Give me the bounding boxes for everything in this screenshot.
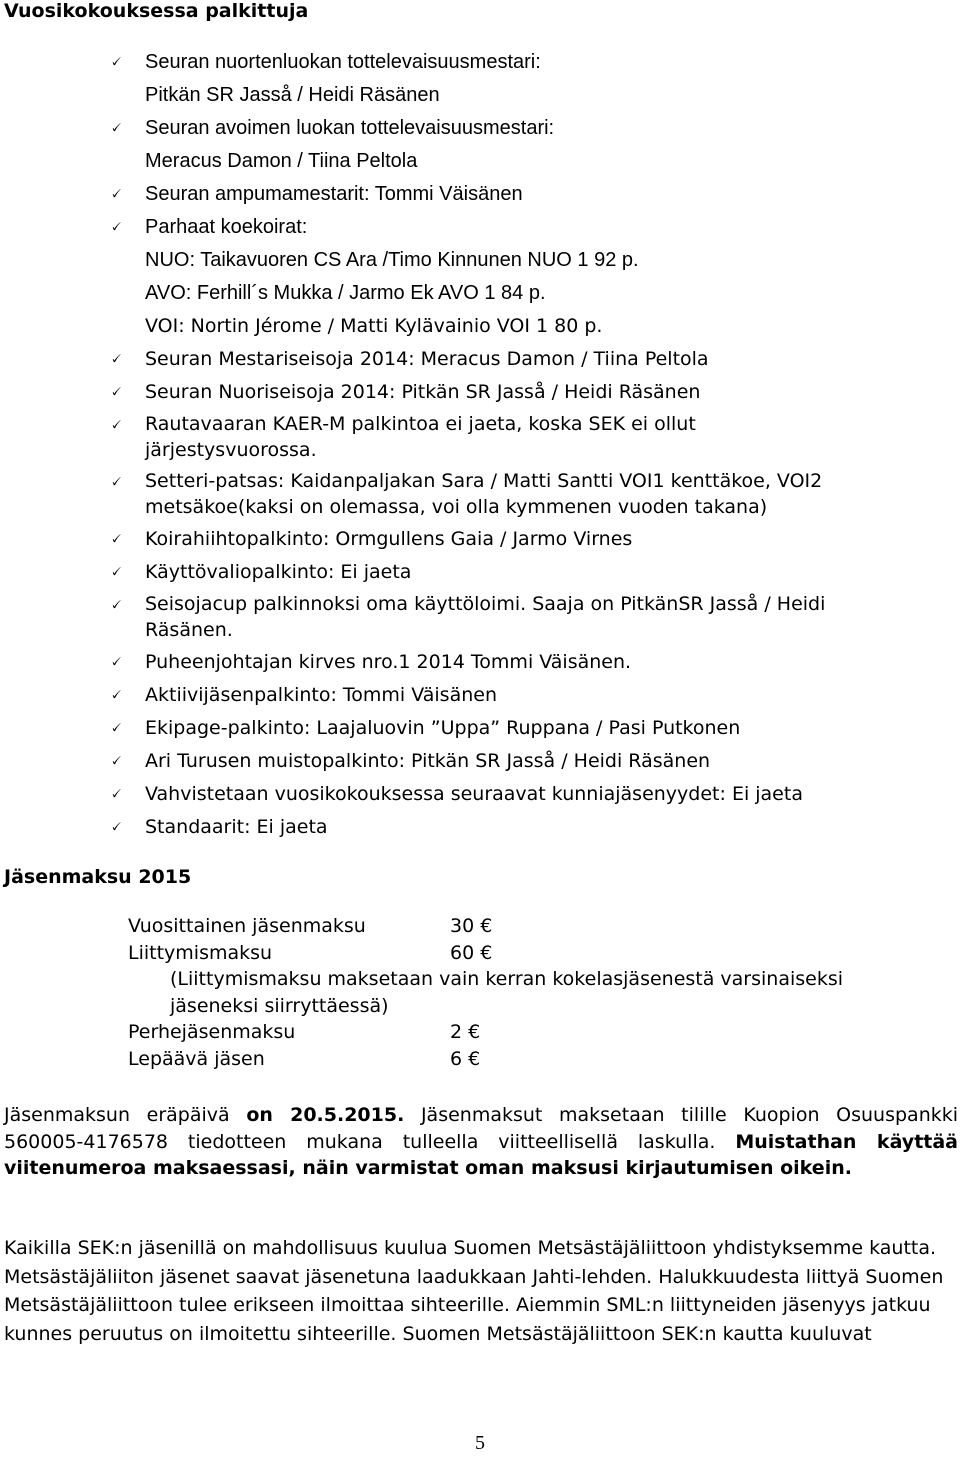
- list-item-text: Vahvistetaan vuosikokouksessa seuraavat kunniajäsenyydet: Ei jaeta: [145, 783, 803, 805]
- list-item-text: VOI: Nortin Jérome / Matti Kylävainio VOI 1 80 p.: [145, 315, 603, 337]
- list-item: [110, 811, 960, 844]
- reference-reminder: Muistathan käyttää viitenumeroa maksaessasi, näin varmistat oman maksusi kirjautumisen oikein.: [4, 1130, 958, 1179]
- list-item: [110, 646, 960, 679]
- list-item-text: AVO: Ferhill´s Mukka / Jarmo Ek AVO 1 84 p.: [145, 282, 546, 304]
- list-item-text: Räsänen.: [145, 618, 233, 641]
- list-item: [110, 376, 960, 409]
- fee-label: Liittymismaksu: [128, 941, 273, 964]
- list-item-text: Parhaat koekoirat:: [145, 216, 308, 238]
- checkmark-icon: 🗸: [110, 349, 122, 369]
- membership-paragraph: Kaikilla SEK:n jäsenillä on mahdollisuus kuulua Suomen Metsästäjäliittoon yhdistyksemme kautta. Metsästäjäliiton jäsenet saavat jäsenetuna laadukkaan Jahti-lehden. Halukkuudesta liittyä Suomen Metsästäjäliittoon tulee erikseen ilmoittaa sihteerille. Aiemmin SML:n liittyneiden jäsenyys jatkuu kunnes peruutus on ilmoitettu sihteerille. Suomen Metsästäjäliittoon SEK:n kautta kuuluvat: [4, 1237, 944, 1345]
- checkmark-icon: 🗸: [110, 52, 122, 72]
- list-item-text: Standaarit: Ei jaeta: [145, 816, 328, 838]
- list-item-text: Käyttövaliopalkinto: Ei jaeta: [145, 561, 412, 583]
- list-item: [110, 46, 960, 112]
- list-item-text: Puheenjohtajan kirves nro.1 2014 Tommi Väisänen.: [145, 651, 632, 673]
- checkmark-icon: 🗸: [110, 685, 122, 705]
- checkmark-icon: 🗸: [110, 817, 122, 837]
- list-item-text: NUO: Taikavuoren CS Ara /Timo Kinnunen NUO 1 92 p.: [145, 249, 639, 271]
- list-item-text: Seuran ampumamestarit: Tommi Väisänen: [145, 183, 523, 205]
- list-item: [110, 343, 960, 376]
- fee-note-line: jäseneksi siirryttäessä): [170, 994, 389, 1017]
- fee-row: [128, 1019, 958, 1046]
- payment-text: Jäsenmaksun eräpäivä: [4, 1104, 247, 1126]
- fee-amount: 6 €: [450, 1047, 481, 1070]
- fee-row: [128, 940, 958, 967]
- fee-note: [128, 966, 958, 1019]
- fee-amount: 30 €: [450, 915, 493, 937]
- list-item-text: Ekipage-palkinto: Laajaluovin ”Uppa” Ruppana / Pasi Putkonen: [145, 717, 741, 739]
- list-item: [110, 778, 960, 811]
- list-item: [110, 112, 960, 178]
- fee-label: Lepäävä jäsen: [128, 1047, 265, 1070]
- fee-amount: 60 €: [450, 941, 493, 964]
- list-item-text: Pitkän SR Jasså / Heidi Räsänen: [145, 84, 440, 106]
- checkmark-icon: 🗸: [110, 562, 122, 582]
- list-item-text: Ari Turusen muistopalkinto: Pitkän SR Jasså / Heidi Räsänen: [145, 750, 711, 772]
- checkmark-icon: 🗸: [110, 118, 122, 138]
- fee-amount: 2 €: [450, 1021, 481, 1043]
- list-item: [110, 589, 960, 646]
- checkmark-icon: 🗸: [110, 382, 122, 402]
- list-item: [110, 466, 960, 523]
- fee-row: [128, 913, 958, 940]
- list-item-text: Koirahiihtopalkinto: Ormgullens Gaia / Jarmo Virnes: [145, 528, 633, 550]
- checkmark-icon: 🗸: [110, 751, 122, 771]
- list-item-text: Seuran Mestariseisoja 2014: Meracus Damon / Tiina Peltola: [145, 348, 709, 370]
- list-item-text: Seisojacup palkinnoksi oma käyttöloimi. Saaja on PitkänSR Jasså / Heidi: [145, 593, 826, 615]
- list-item: [110, 409, 960, 466]
- checkmark-icon: 🗸: [110, 595, 122, 615]
- checkmark-icon: 🗸: [110, 652, 122, 672]
- due-date: on 20.5.2015.: [246, 1104, 405, 1126]
- page-number: 5: [475, 1432, 485, 1454]
- fee-label: Vuosittainen jäsenmaksu: [128, 915, 366, 937]
- list-item-text: Aktiivijäsenpalkinto: Tommi Väisänen: [145, 684, 498, 706]
- checkmark-icon: 🗸: [110, 217, 122, 237]
- fee-label: Perhejäsenmaksu: [128, 1021, 296, 1043]
- list-item-text: Meracus Damon / Tiina Peltola: [145, 150, 418, 172]
- list-item-text: Setteri-patsas: Kaidanpaljakan Sara / Matti Santti VOI1 kenttäkoe, VOI2: [145, 470, 823, 492]
- list-item-text: Rautavaaran KAER-M palkintoa ei jaeta, koska SEK ei ollut: [145, 413, 696, 435]
- list-item: [110, 211, 960, 343]
- section-title-awards: Vuosikokouksessa palkittuja: [4, 0, 309, 22]
- list-item: [110, 679, 960, 712]
- fee-table: [128, 913, 958, 1072]
- fee-note-line: (Liittymismaksu maksetaan vain kerran kokelasjäsenestä varsinaiseksi: [170, 968, 844, 990]
- list-item: [110, 745, 960, 778]
- list-item-text: Seuran avoimen luokan tottelevaisuusmestari:: [145, 117, 555, 139]
- checkmark-icon: 🗸: [110, 529, 122, 549]
- awards-list: [110, 46, 960, 844]
- fee-row: [128, 1046, 958, 1073]
- section-title-membership-fee: Jäsenmaksu 2015: [4, 866, 192, 888]
- payment-text: Jäsenmaksut maksetaan tilille Kuopion Osuuspankki 560005-4176578 tiedotteen mukana tulleella viitteellisellä laskulla.: [4, 1104, 959, 1153]
- list-item: [110, 712, 960, 745]
- payment-paragraph: [4, 1102, 958, 1182]
- list-item-text: järjestysvuorossa.: [145, 438, 317, 461]
- list-item: [110, 178, 960, 211]
- checkmark-icon: 🗸: [110, 415, 122, 435]
- list-item: [110, 556, 960, 589]
- list-item: [110, 523, 960, 556]
- list-item-text: metsäkoe(kaksi on olemassa, voi olla kymmenen vuoden takana): [145, 495, 768, 518]
- list-item-text: Seuran Nuoriseisoja 2014: Pitkän SR Jasså / Heidi Räsänen: [145, 381, 701, 403]
- checkmark-icon: 🗸: [110, 472, 122, 492]
- checkmark-icon: 🗸: [110, 784, 122, 804]
- checkmark-icon: 🗸: [110, 718, 122, 738]
- checkmark-icon: 🗸: [110, 184, 122, 204]
- list-item-text: Seuran nuortenluokan tottelevaisuusmestari:: [145, 51, 541, 73]
